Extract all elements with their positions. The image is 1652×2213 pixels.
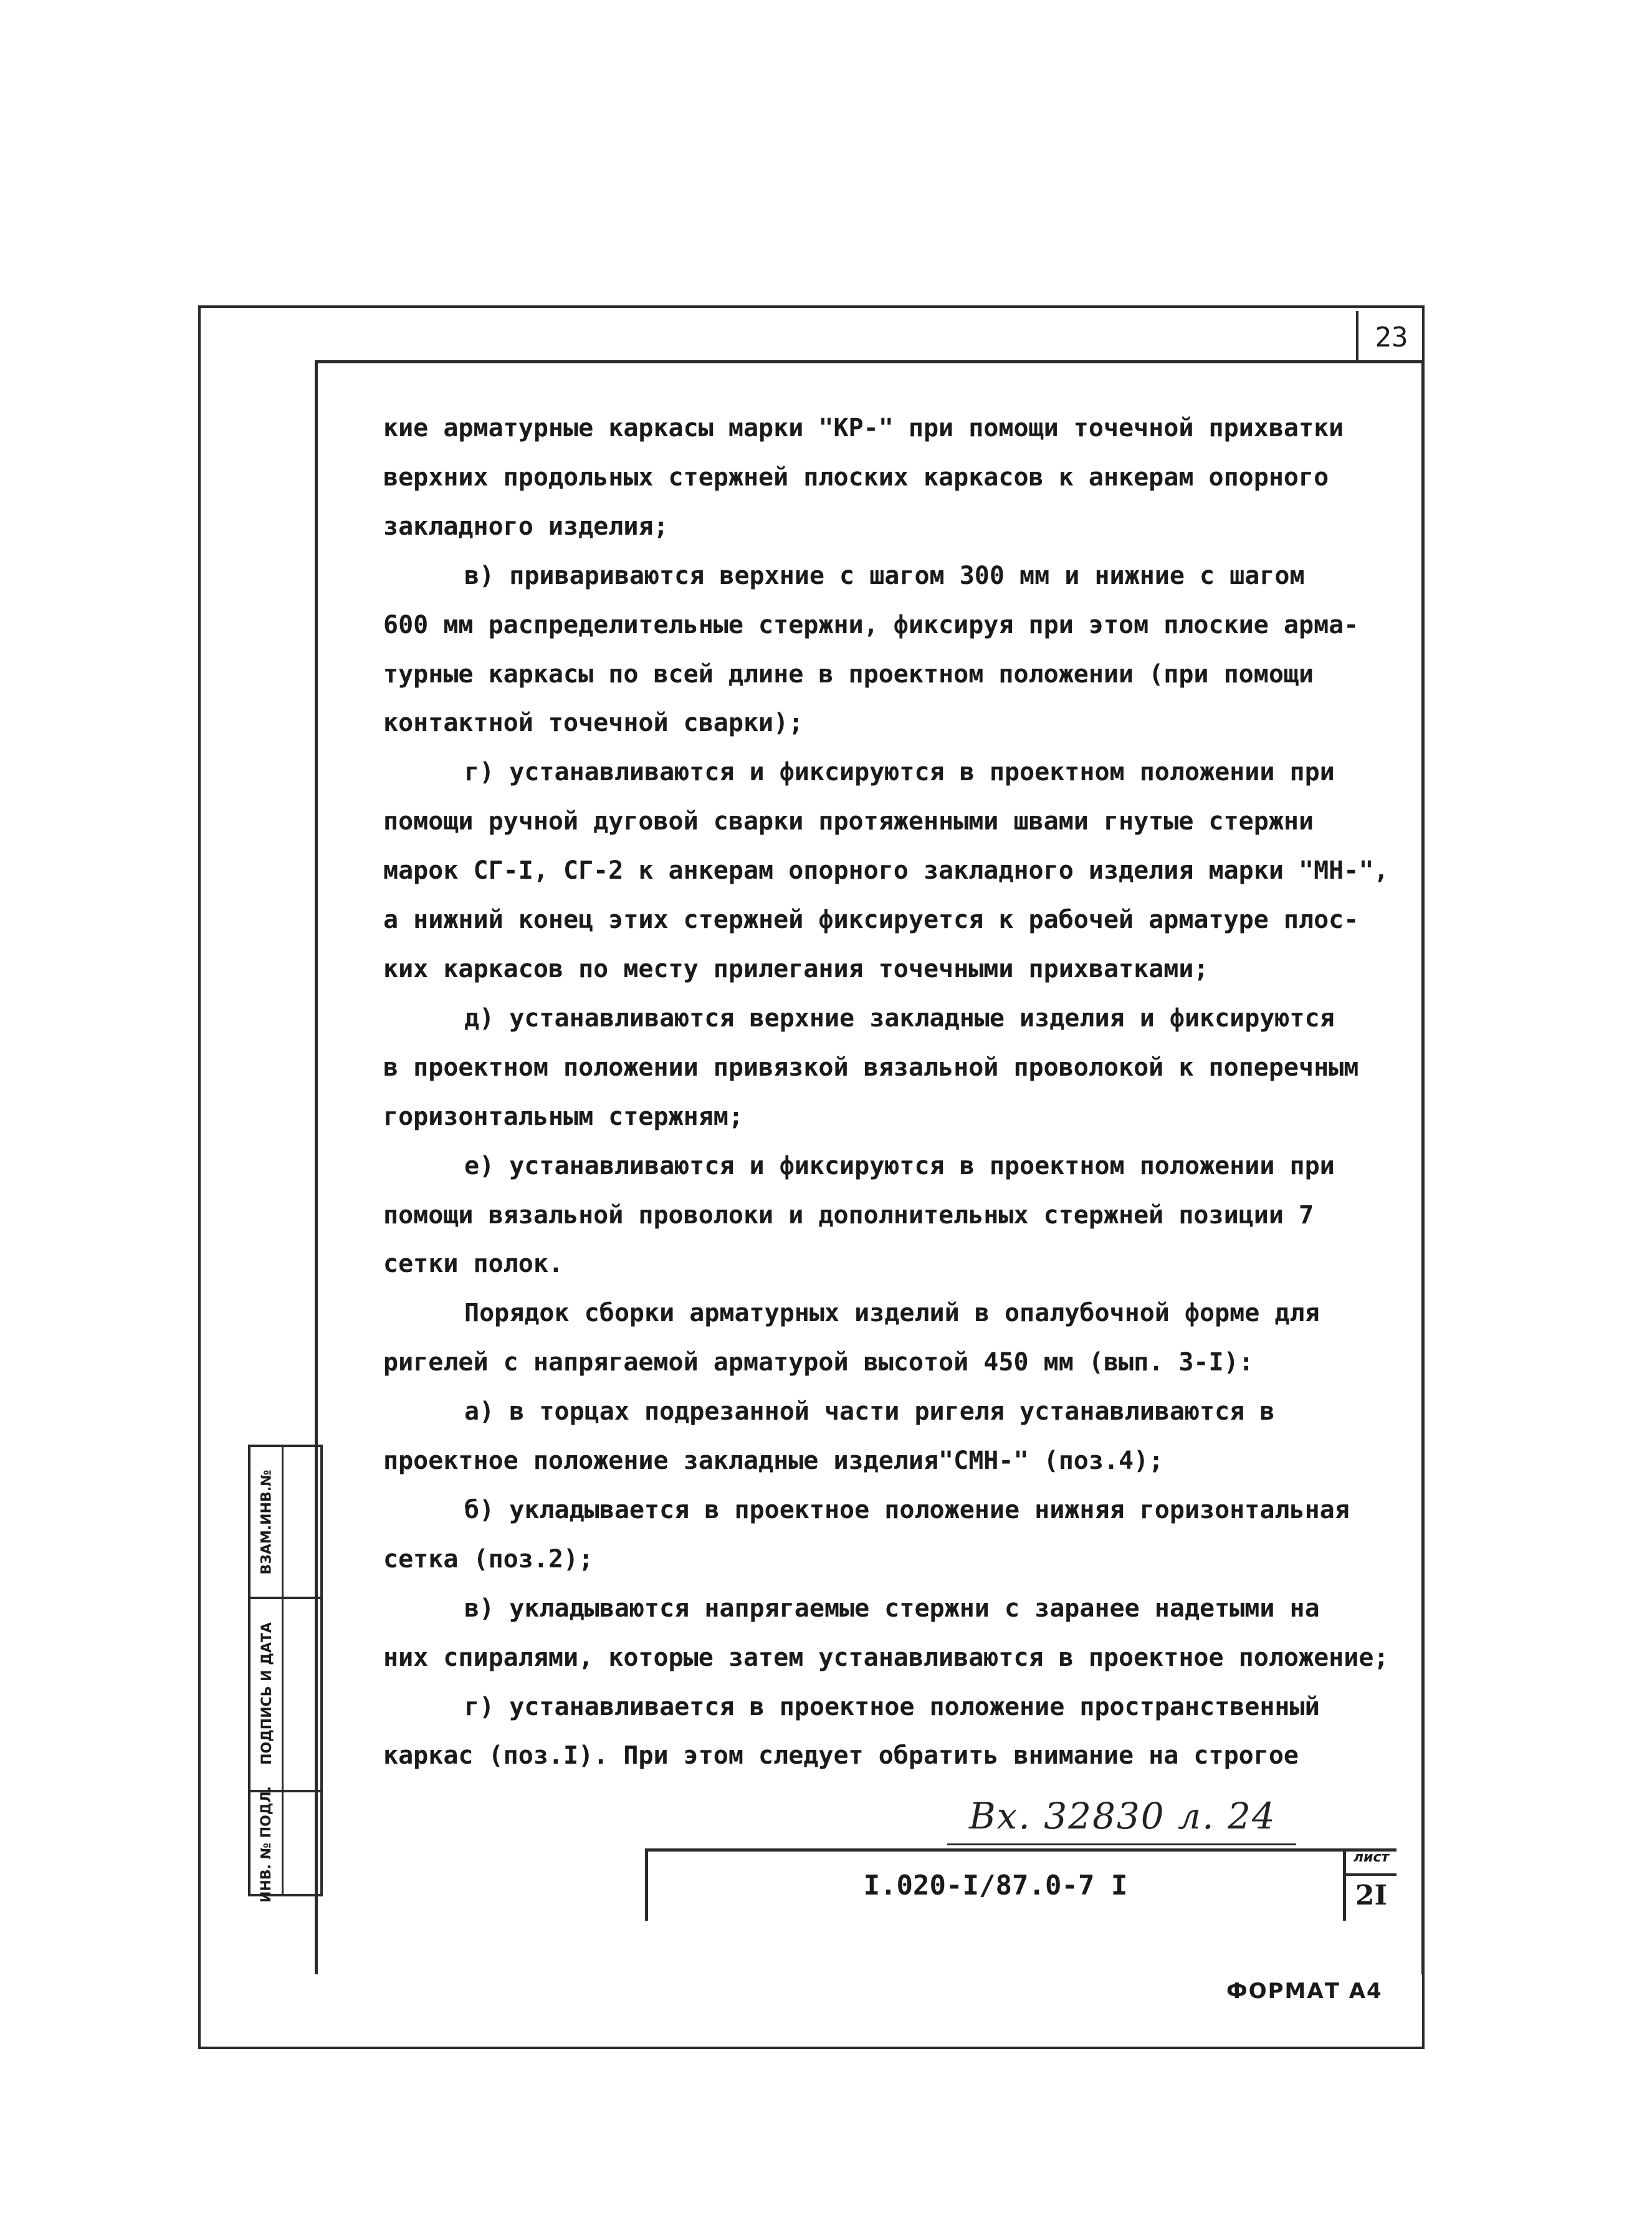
text-line: г) устанавливается в проектное положение пространственный xyxy=(464,1692,1320,1721)
text-line: 600 мм распределительные стержни, фиксируя при этом плоские арма- xyxy=(383,610,1359,639)
text-line: кие арматурные каркасы марки "КР-" при помощи точечной прихватки xyxy=(383,414,1344,442)
text-line: б) укладывается в проектное положение нижняя горизонтальная xyxy=(464,1495,1350,1524)
side-label-vzam-text: ВЗАМ.ИНВ.№ xyxy=(259,1469,275,1575)
text-line: турные каркасы по всей длине в проектном положении (при помощи xyxy=(383,659,1314,689)
text-line: марок СГ-I, СГ-2 к анкерам опорного закладного изделия марки "МН-", xyxy=(383,856,1389,886)
text-line: в проектном положении привязкой вязальной проволокой к поперечным xyxy=(383,1053,1359,1082)
text-line: сетки полок. xyxy=(383,1250,563,1279)
text-line: помощи ручной дуговой сварки протяженными швами гнутые стержни xyxy=(383,807,1314,836)
side-label-vzam xyxy=(254,1447,280,1597)
text-line: ких каркасов по месту прилегания точечными прихватками; xyxy=(383,954,1209,983)
text-line: верхних продольных стержней плоских каркасов к анкерам опорного xyxy=(383,462,1329,492)
text-line: них спиралями, которые затем устанавливаются в проектное положение; xyxy=(383,1643,1389,1672)
page-number-top: 23 xyxy=(1356,311,1425,363)
sheet-number: 2I xyxy=(1355,1880,1388,1911)
handwritten-note: Вх. 32830 л. 24 xyxy=(969,1795,1276,1837)
side-stamp-strip xyxy=(248,1445,323,1903)
document-code: I.020-I/87.0-7 I xyxy=(863,1869,1128,1901)
text-line: закладного изделия; xyxy=(383,512,669,541)
text-line: а) в торцах подрезанной части ригеля устанавливаются в xyxy=(464,1397,1275,1427)
side-label-inv-text: ИНВ. № ПОДЛ. xyxy=(259,1785,275,1903)
text-line: помощи вязальной проволоки и дополнительных стержней позиции 7 xyxy=(383,1200,1314,1230)
text-line: Порядок сборки арматурных изделий в опалубочной форме для xyxy=(464,1299,1320,1328)
text-line: г) устанавливаются и фиксируются в проектном положении при xyxy=(464,758,1335,787)
format-label: ФОРМАТ А4 xyxy=(1226,1979,1383,2004)
text-line: проектное положение закладные изделия"СМН-" (поз.4); xyxy=(383,1446,1164,1476)
sheet-box-divider xyxy=(1346,1873,1397,1876)
sheet-label: лист xyxy=(1353,1850,1390,1865)
text-line: ригелей с напрягаемой арматурой высотой 450 мм (вып. 3-I): xyxy=(383,1348,1254,1377)
text-line: каркас (поз.I). При этом следует обратить внимание на строгое xyxy=(383,1741,1299,1771)
text-line: сетка (поз.2); xyxy=(383,1544,594,1574)
side-row-divider xyxy=(251,1597,320,1599)
body-text xyxy=(383,404,1387,1780)
text-line: е) устанавливаются и фиксируются в проектном положении при xyxy=(464,1151,1335,1180)
side-label-podpis-text: ПОДПИСЬ И ДАТА xyxy=(259,1622,275,1765)
handwritten-underline xyxy=(947,1843,1296,1845)
side-label-podpis xyxy=(254,1600,280,1787)
text-line: в) привариваются верхние с шагом 300 мм и нижние с шагом xyxy=(464,561,1305,590)
text-line: а нижний конец этих стержней фиксируется к рабочей арматуре плос- xyxy=(383,906,1359,935)
side-label-inv xyxy=(254,1785,280,1903)
text-line: в) укладываются напрягаемые стержни с заранее надетыми на xyxy=(464,1594,1320,1623)
text-line: горизонтальным стержням; xyxy=(383,1102,743,1131)
sheet-number-box xyxy=(1343,1848,1397,1921)
text-line: д) устанавливаются верхние закладные изделия и фиксируются xyxy=(464,1003,1335,1033)
side-column-divider xyxy=(282,1447,284,1894)
text-line: контактной точечной сварки); xyxy=(383,709,804,738)
